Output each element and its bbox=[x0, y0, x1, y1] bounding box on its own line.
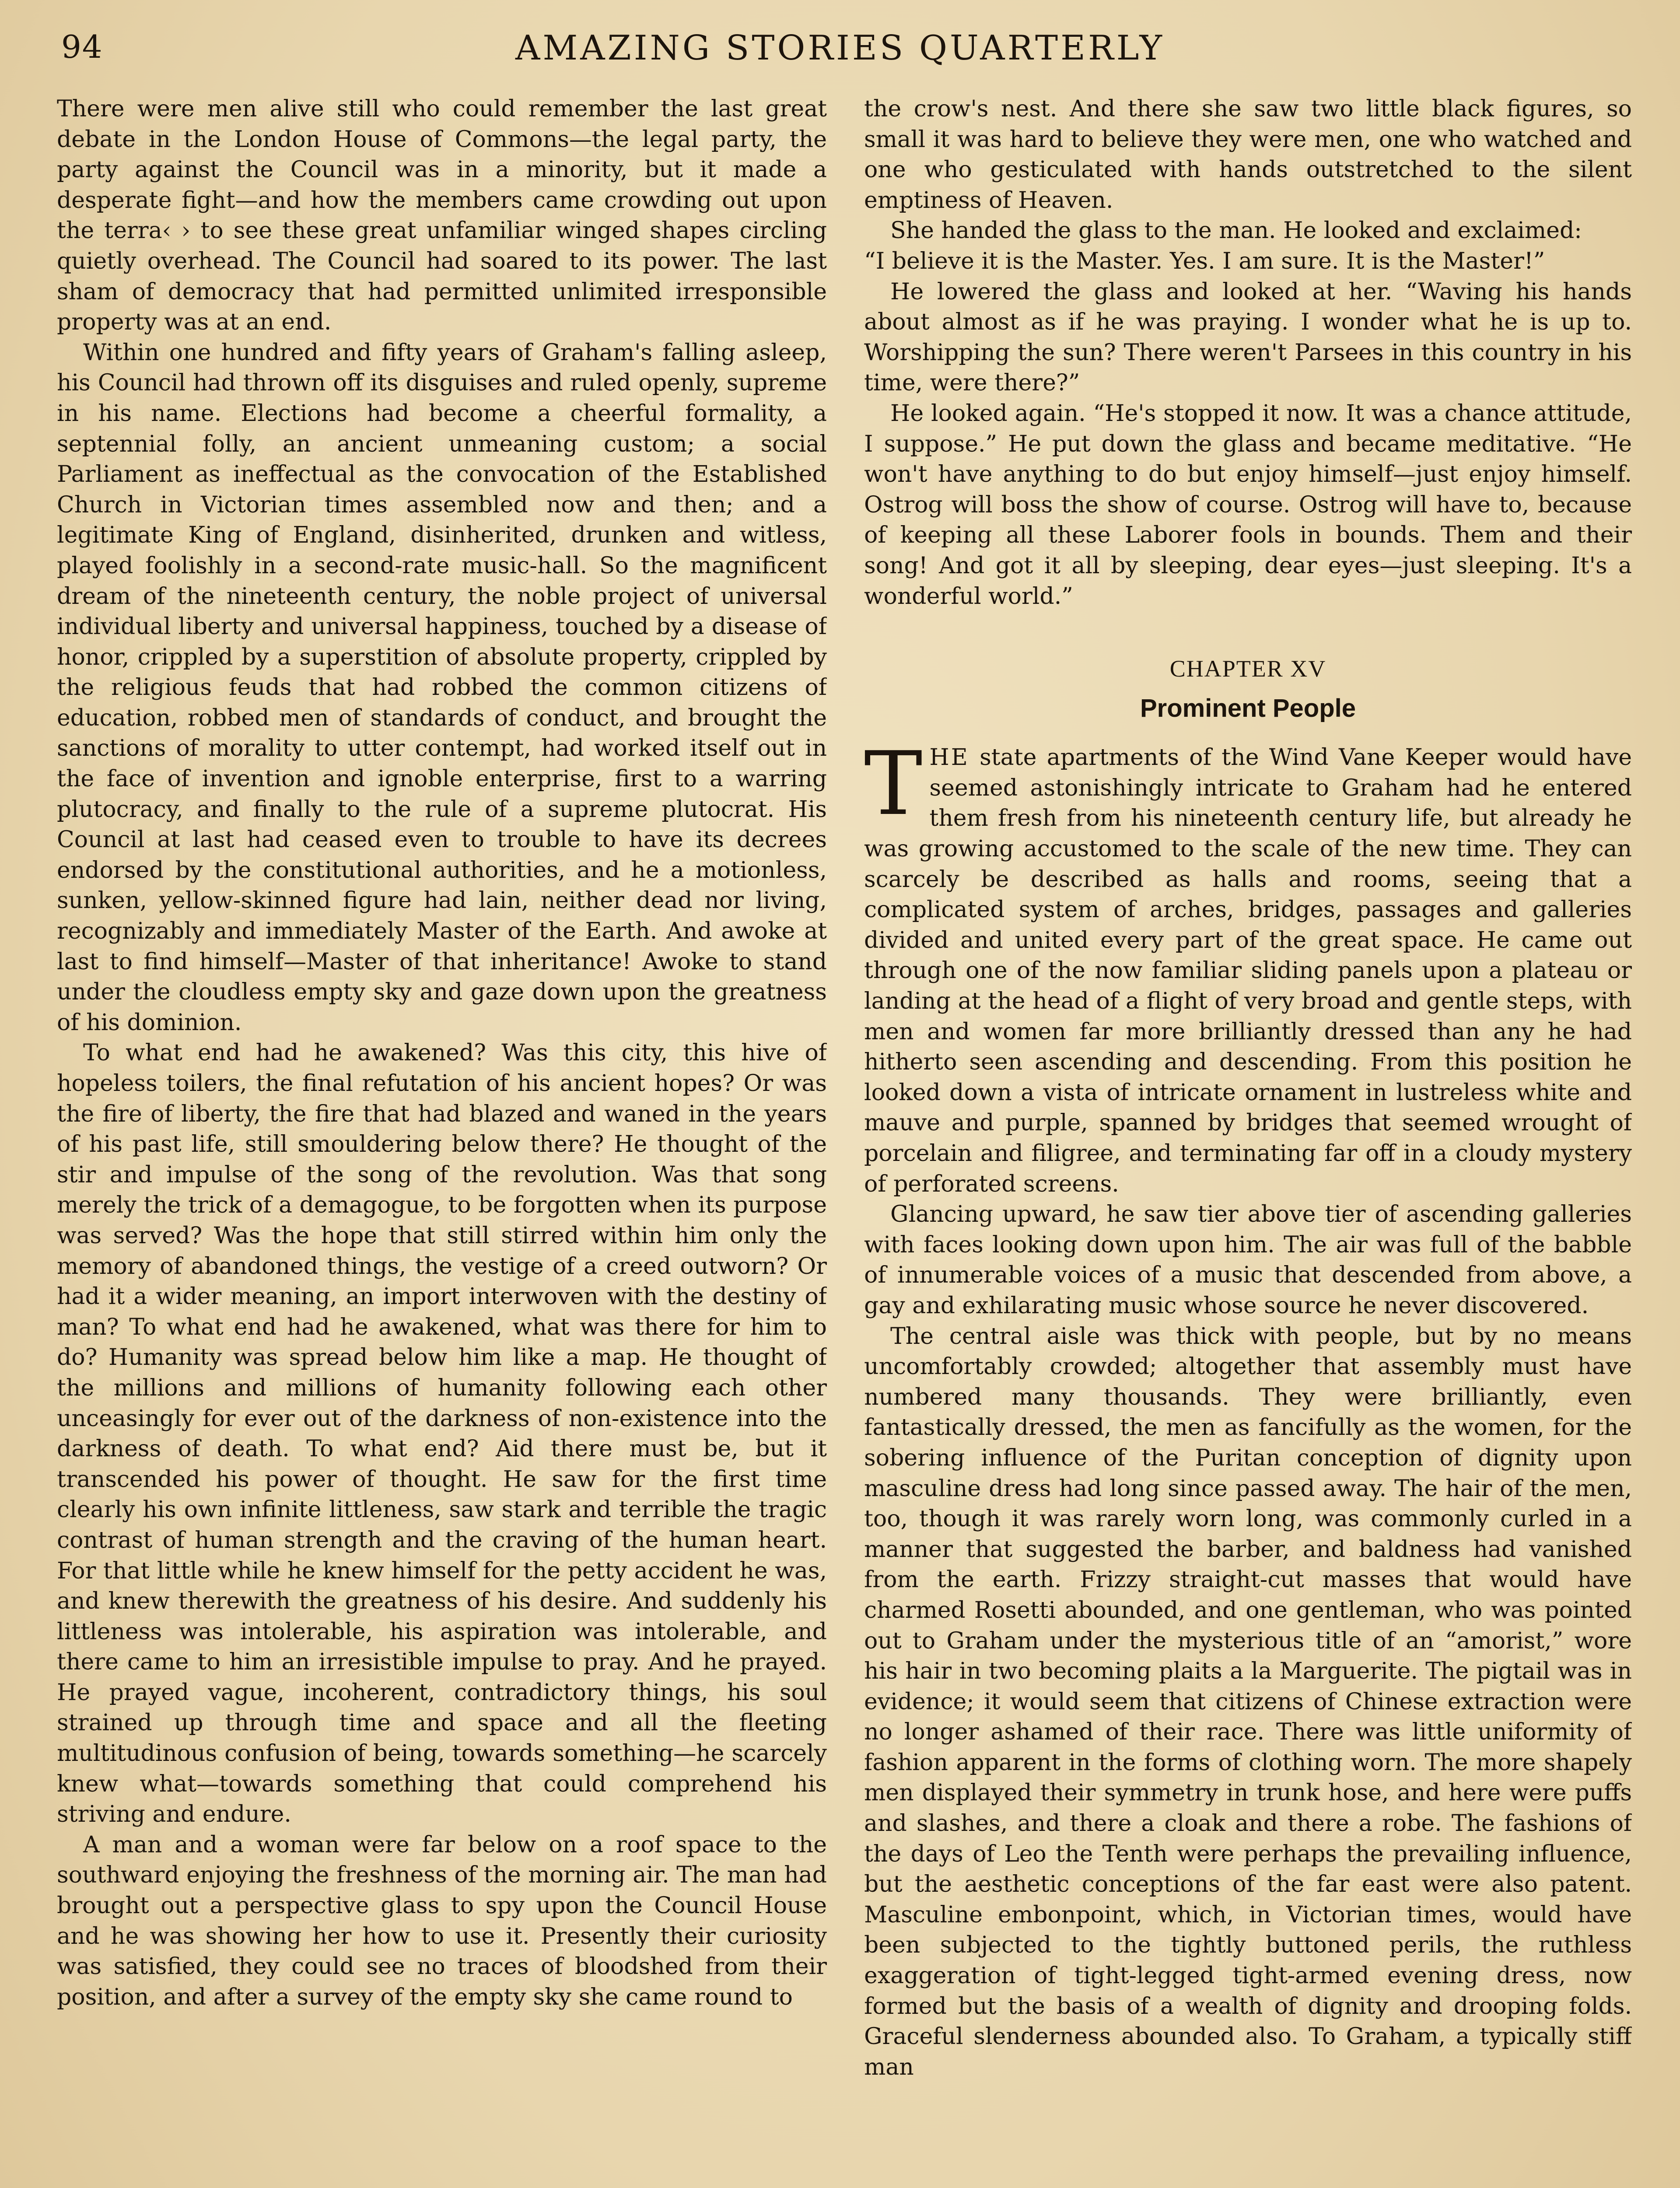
right-column bbox=[864, 94, 1632, 2188]
paragraph: He lowered the glass and looked at her. “Waving his hands about almost as if he was praying. I wonder what he is up to. Worshipping the sun? There weren't Parsees in this country in his time, were there?” bbox=[864, 278, 1632, 396]
running-title: AMAZING STORIES QUARTERLY bbox=[515, 28, 1165, 68]
page-header bbox=[61, 24, 1619, 81]
paragraph: The central aisle was thick with people, but by no means uncomfortably crowded; altogether that assembly must have numbered many thousands. They were brilliantly, even fantastically dressed, the men as fancifully as the women, for the sobering influence of the Puritan conception of dignity upon masculine dress had long since passed away. The hair of the men, too, though it was rarely worn long, was commonly curled in a manner that suggested the barber, and baldness had vanished from the earth. Frizzy straight-cut masses that would have charmed Rosetti abounded, and one gentleman, who was pointed out to Graham under the mysterious title of an “amorist,” wore his hair in two becoming plaits a la Marguerite. The pigtail was in evidence; it would seem that citizens of Chinese extraction were no longer ashamed of their race. There was little uniformity of fashion apparent in the forms of clothing worn. The more shapely men displayed their symmetry in trunk hose, and here were puffs and slashes, and there a cloak and there a robe. The fashions of the days of Leo the Tenth were perhaps the prevailing influence, but the aesthetic conceptions of the far east were also patent. Masculine embonpoint, which, in Victorian times, would have been subjected to the tightly buttoned perils, the ruthless exaggeration of tight-legged tight-armed evening dress, now formed but the basis of a wealth of dignity and drooping folds. Graceful slenderness abounded also. To Graham, a typically stiff man bbox=[864, 1323, 1632, 2080]
paragraph: Within one hundred and fifty years of Graham's falling asleep, his Council had thrown off its disguises and ruled openly, supreme in his name. Elections had become a cheerful formality, a septennial folly, an ancient unmeaning custom; a social Parliament as ineffectual as the convocation of the Established Church in Victorian times assembled now and then; and a legitimate King of England, disinherited, drunken and witless, played foolishly in a second-rate music-hall. So the magnificent dream of the nineteenth century, the noble project of universal individual liberty and universal happiness, touched by a disease of honor, crippled by a superstition of absolute property, crippled by the religious feuds that had robbed the common citizens of education, robbed men of standards of conduct, and brought the sanctions of morality to utter contempt, had worked itself out in the face of invention and ignoble enterprise, first to a warring plutocracy, and finally to the rule of a supreme plutocrat. His Council at last had ceased even to trouble to have its decrees endorsed by the constitutional authorities, and he a motionless, sunken, yellow-skinned figure had lain, neither dead nor living, recognizably and immediately Master of the Earth. And awoke at last to find himself—Master of that inheritance! Awoke to stand under the cloudless empty sky and gaze down upon the greatness of his dominion. bbox=[57, 339, 827, 1036]
paragraph: He looked again. “He's stopped it now. It was a chance attitude, I suppose.” He put down the glass and became meditative. “He won't have anything to do but enjoy himself—just enjoy himself. Ostrog will boss the show of course. Ostrog will have to, because of keeping all these Laborer fools in bounds. Them and their song! And got it all by sleeping, dear eyes—just sleeping. It's a wonderful world.” bbox=[864, 400, 1632, 610]
paragraph: To what end had he awakened? Was this city, this hive of hopeless toilers, the final refutation of his ancient hopes? Or was the fire of liberty, the fire that had blazed and waned in the years of his past life, still smouldering below there? He thought of the stir and impulse of the song of the revolution. Was that song merely the trick of a demagogue, to be forgotten when its purpose was served? Was the hope that still stirred within him only the memory of abandoned things, the vestige of a creed outworn? Or had it a wider meaning, an import interwoven with the destiny of man? To what end had he awakened, what was there for him to do? Humanity was spread below him like a map. He thought of the millions and millions of humanity following each other unceasingly for ever out of the darkness of non-existence into the darkness of death. To what end? Aid there must be, but it transcended his power of thought. He saw for the first time clearly his own infinite littleness, saw stark and terrible the tragic contrast of human strength and the craving of the human heart. For that little while he knew himself for the petty accident he was, and knew therewith the greatness of his desire. And suddenly his littleness was intolerable, his aspiration was intolerable, and there came to him an irresistible impulse to pray. And he prayed. He prayed vague, incoherent, contradictory things, his soul strained up through time and space and all the fleeting multitudinous confusion of being, towards something—he scarcely knew what—towards something that could comprehend his striving and endure. bbox=[57, 1040, 827, 1828]
drop-cap: T bbox=[864, 733, 923, 835]
paragraph: She handed the glass to the man. He looked and exclaimed: bbox=[890, 217, 1582, 244]
paragraph: There were men alive still who could remember the last great debate in the London House of Commons—the legal party, the party against the Council was in a minority, but it made a desperate fight—and how the members came crowding out upon the terra‹ › to see these great unfamiliar winged shapes circling quietly overhead. The Council had soared to its power. The last sham of democracy that had permitted unlimited irresponsible property was at an end. bbox=[57, 96, 827, 336]
paragraph-text: state apartments of the Wind Vane Keeper would have seemed astonishingly intricate to Graham had he entered them fresh from his nineteenth century life, but already he was growing accustomed to the scale of the new time. They can scarcely be described as halls and rooms, seeing that a complicated system of arches, bridges, passages and galleries divided and united every part of the great space. He came out through one of the now familiar sliding panels upon a plateau or landing at the head of a flight of very broad and gentle steps, with men and women far more brilliantly dressed than any he had hitherto seen ascending and descending. From this position he looked down a vista of intricate ornament in lustreless white and mauve and purple, spanned by bridges that seemed wrought of porcelain and filigree, and terminating far off in a cloudy mystery of perforated screens. bbox=[864, 744, 1632, 1197]
chapter-title: Prominent People bbox=[1140, 694, 1356, 722]
drop-cap-rest: HE bbox=[929, 744, 970, 771]
left-column bbox=[57, 94, 827, 2188]
chapter-number: CHAPTER XV bbox=[1169, 656, 1326, 682]
page-number: 94 bbox=[61, 28, 103, 65]
paragraph: Glancing upward, he saw tier above tier of ascending galleries with faces looking down upon him. The air was full of the babble of innumerable voices of a music that descended from above, a gay and exhilarating music whose source he never discovered. bbox=[864, 1201, 1632, 1319]
paragraph: A man and a woman were far below on a roof space to the southward enjoying the freshness of the morning air. The man had brought out a perspective glass to spy upon the Council House and he was showing her how to use it. Presently their curiosity was satisfied, they could see no traces of bloodshed from their position, and after a survey of the empty sky she came round to bbox=[57, 1831, 827, 2010]
chapter-opening-paragraph bbox=[864, 733, 1632, 1199]
paragraph: “I believe it is the Master. Yes. I am sure. It is the Master!” bbox=[864, 248, 1545, 274]
paragraph: the crow's nest. And there she saw two little black figures, so small it was hard to believe they were men, one who watched and one who gesticulated with hands outstretched to the silent emptiness of Heaven. bbox=[864, 96, 1632, 214]
